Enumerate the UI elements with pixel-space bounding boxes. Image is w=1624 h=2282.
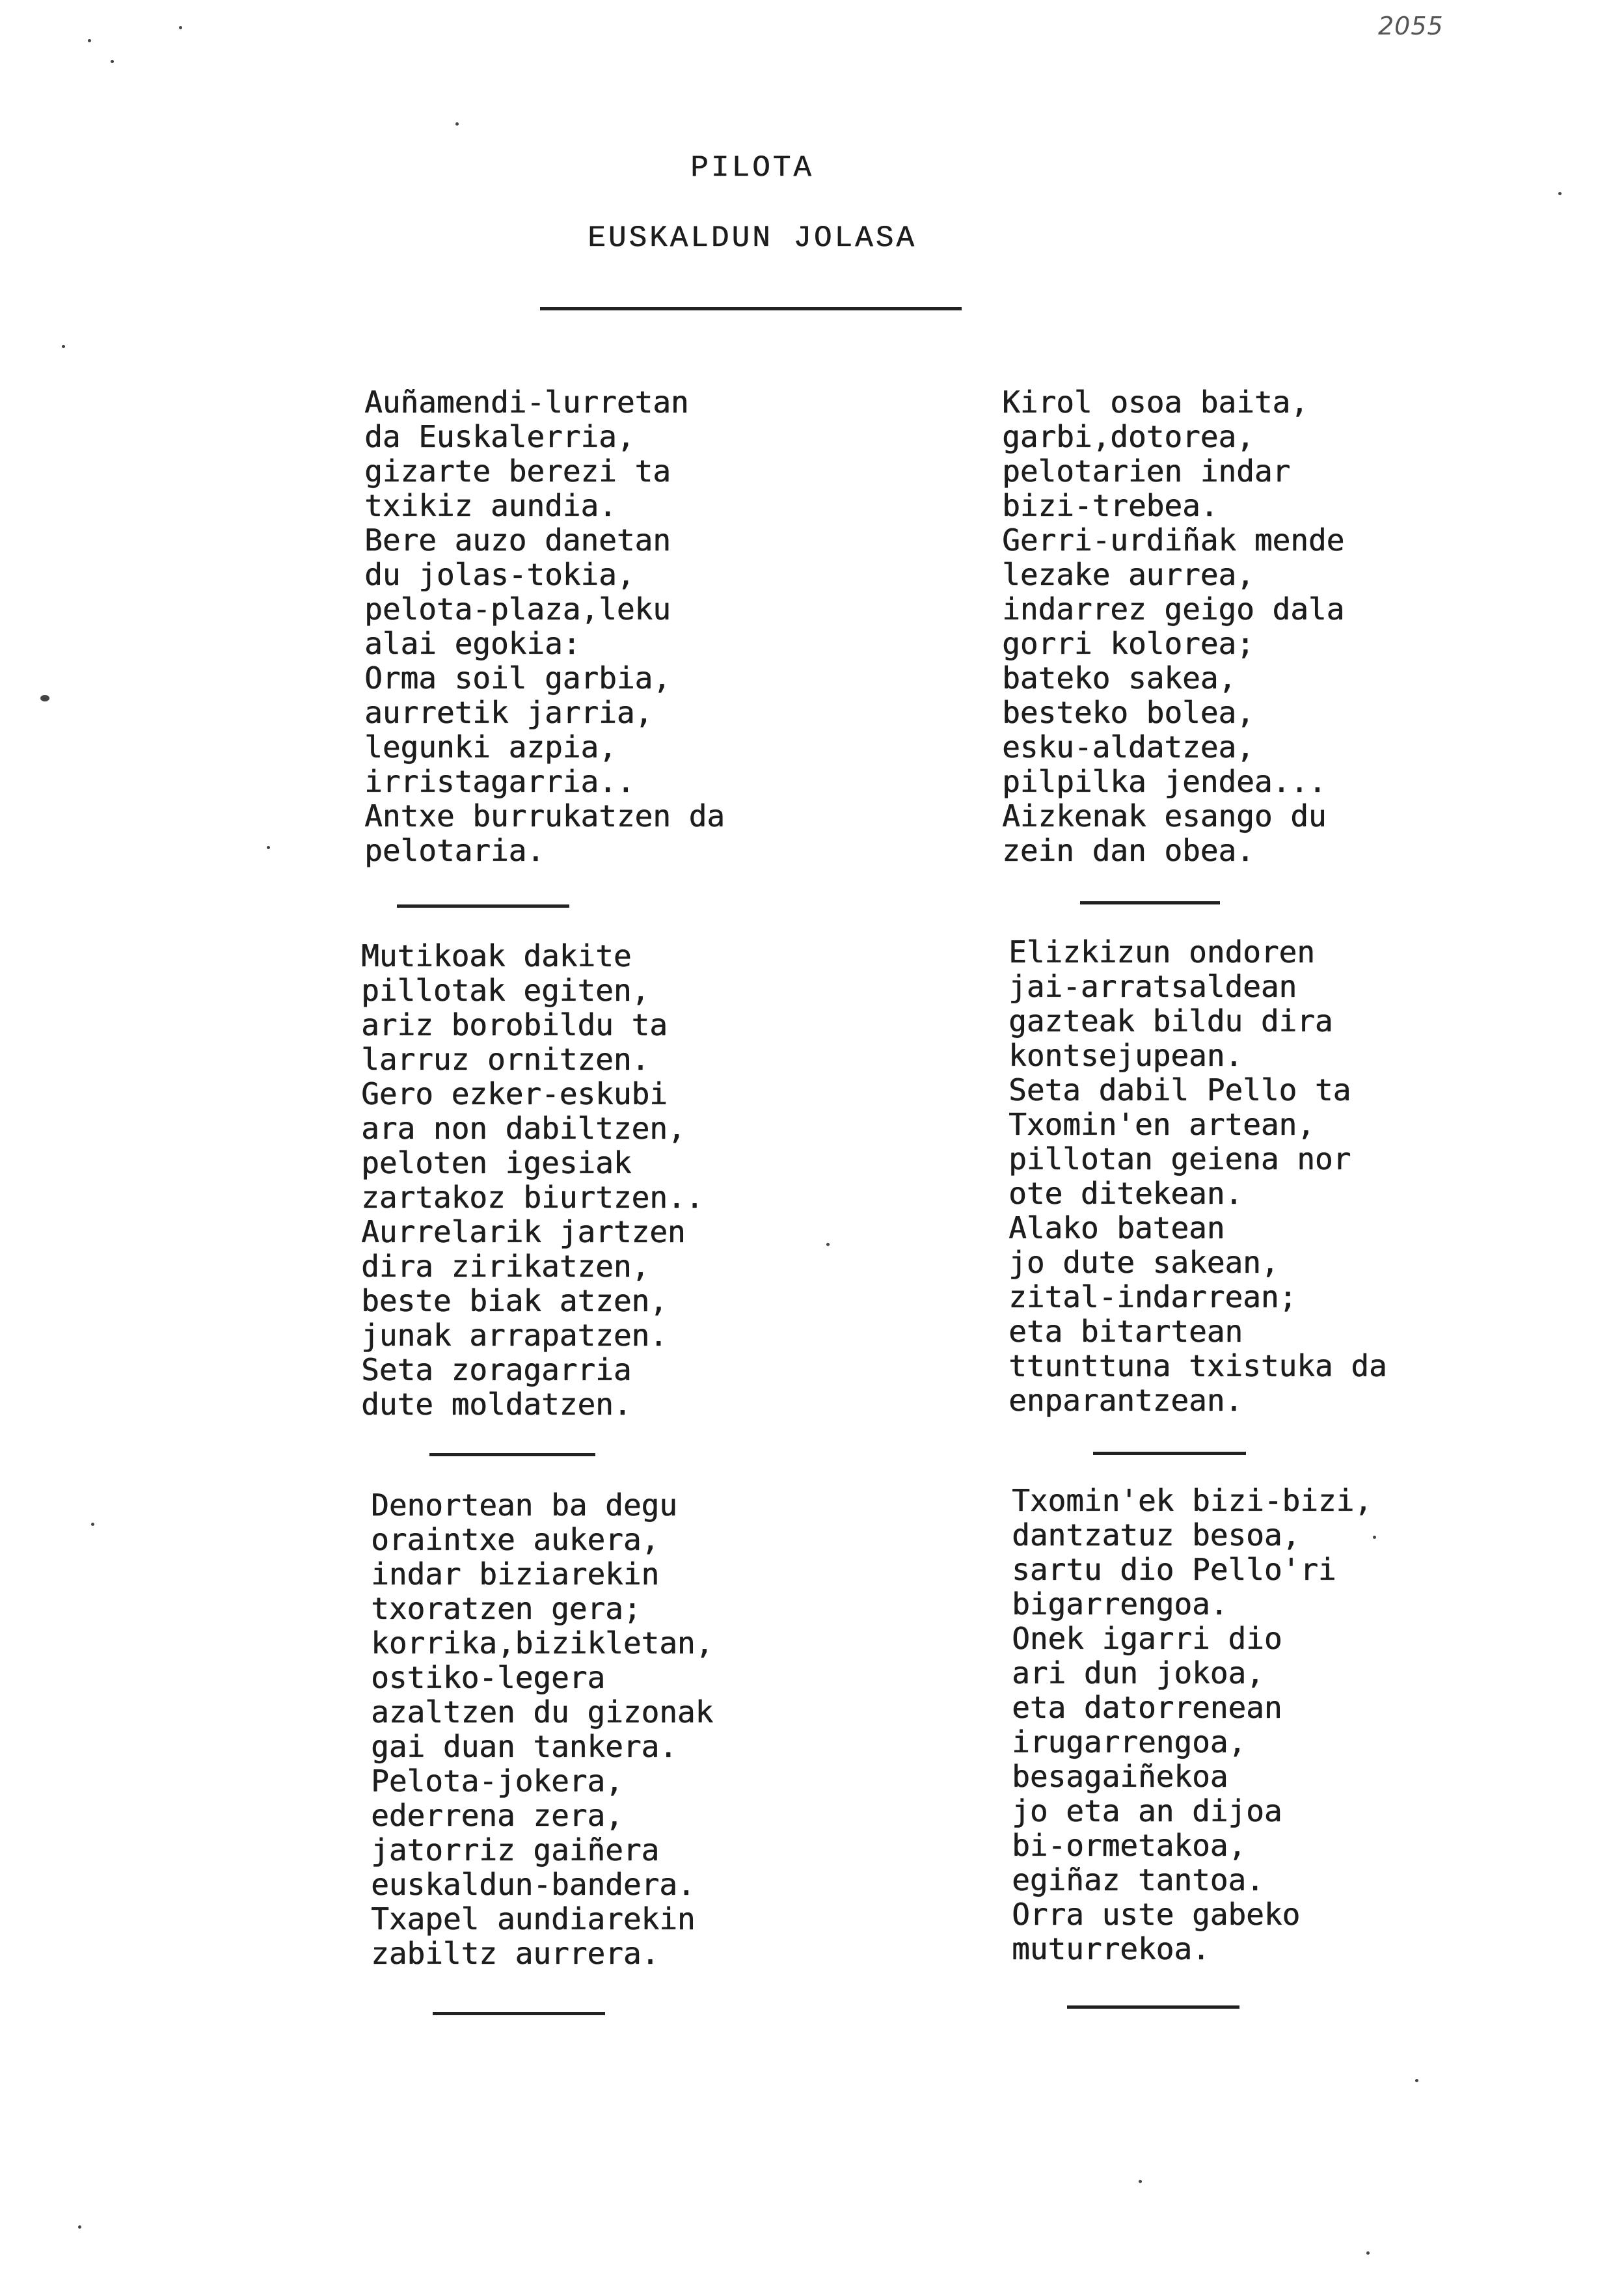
stanza-divider <box>433 2012 605 2015</box>
scan-speck <box>267 846 270 849</box>
page-title: PILOTA <box>690 151 814 185</box>
scan-speck <box>1366 2251 1370 2255</box>
scan-speck <box>1558 192 1562 195</box>
scan-speck <box>40 695 49 701</box>
scan-speck <box>78 2225 81 2229</box>
page-number: 2055 <box>1378 12 1444 40</box>
scan-speck <box>1415 2079 1418 2082</box>
scan-speck <box>91 1523 94 1526</box>
scan-speck <box>1373 1536 1376 1539</box>
stanza-divider <box>1067 2005 1239 2009</box>
stanza-divider <box>397 904 569 908</box>
scan-speck <box>826 1243 830 1246</box>
stanza-3: Denortean ba degu oraintxe aukera, indar biziarekin txoratzen gera; korrika,bizikletan, ostiko-legera azaltzen du gizonak gai duan tankera. Pelota-jokera, ederrena zera, jatorriz gaiñera euskaldun-bandera. Txapel aundiarekin zabiltz aurrera. <box>371 1487 714 1971</box>
stanza-divider <box>1093 1452 1246 1455</box>
page-subtitle: EUSKALDUN JOLASA <box>588 221 917 255</box>
stanza-5: Elizkizun ondoren jai-arratsaldean gazteak bildu dira kontsejupean. Seta dabil Pello ta Txomin'en artean, pillotan geiena nor ote ditekean. Alako batean jo dute sakean, zital-indarrean; eta bitartean ttunttuna txistuka da enparantzean. <box>1008 934 1387 1418</box>
scan-speck <box>455 122 459 126</box>
stanza-4: Kirol osoa baita, garbi,dotorea, pelotarien indar bizi-trebea. Gerri-urdiñak mende lezake aurrea, indarrez geigo dala gorri kolorea; bateko sakea, besteko bolea, esku-aldatzea, pilpilka jendea... Aizkenak esango du zein dan obea. <box>1002 385 1345 868</box>
scan-speck <box>1139 2180 1142 2183</box>
stanza-6: Txomin'ek bizi-bizi, dantzatuz besoa, sartu dio Pello'ri bigarrengoa. Onek igarri dio ari dun jokoa, eta datorrenean irugarrengoa, besagaiñekoa jo eta an dijoa bi-ormetakoa, egiñaz tantoa. Orra uste gabeko muturrekoa. <box>1012 1483 1372 1966</box>
scan-speck <box>111 60 114 63</box>
scan-speck <box>179 26 182 29</box>
stanza-2: Mutikoak dakite pillotak egiten, ariz borobildu ta larruz ornitzen. Gero ezker-eskubi ara non dabiltzen, peloten igesiak zartakoz biurtzen.. Aurrelarik jartzen dira zirikatzen, beste biak atzen, junak arrapatzen. Seta zoragarria dute moldatzen. <box>361 938 704 1422</box>
stanza-divider <box>429 1453 595 1456</box>
stanza-1: Auñamendi-lurretan da Euskalerria, gizarte berezi ta txikiz aundia. Bere auzo danetan du jolas-tokia, pelota-plaza,leku alai egokia: Orma soil garbia, aurretik jarria, legunki azpia, irristagarria.. Antxe burrukatzen da pelotaria. <box>364 385 725 868</box>
scan-speck <box>88 39 91 42</box>
stanza-divider <box>1080 901 1220 904</box>
scan-speck <box>62 345 65 348</box>
title-divider <box>540 307 962 310</box>
